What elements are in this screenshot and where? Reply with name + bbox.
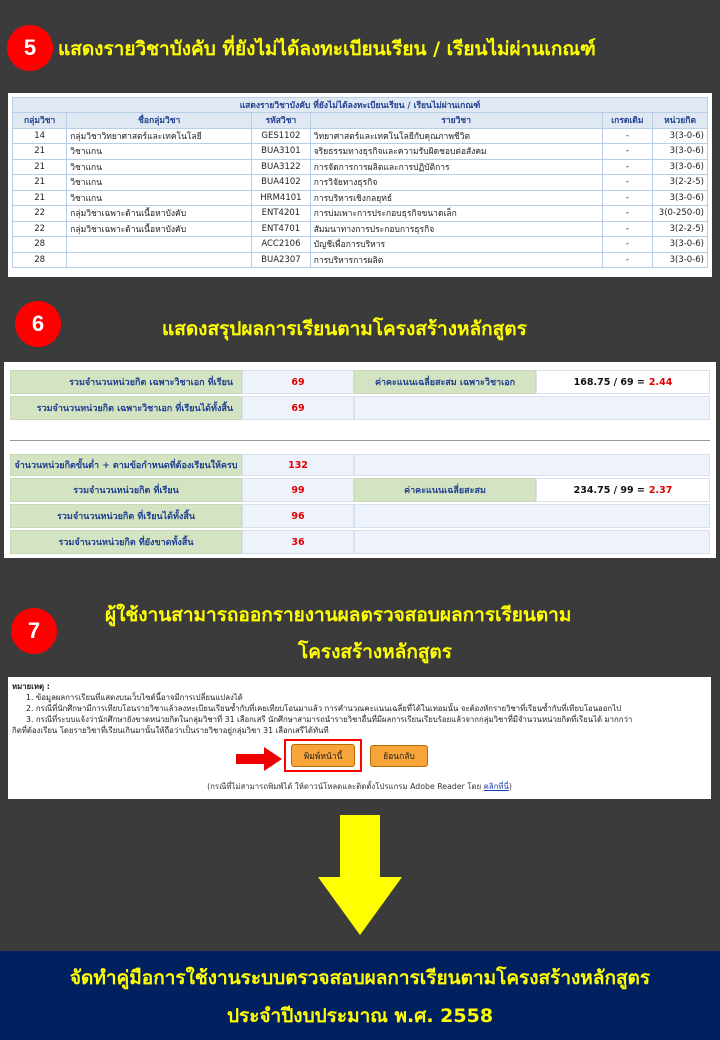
table-row (13, 237, 708, 253)
cell-grade: - (602, 190, 652, 206)
cell-course: บัญชีเพื่อการบริหาร (310, 237, 602, 253)
cell-group-name: กลุ่มวิชาเฉพาะด้านเนื้อหาบังคับ (67, 206, 252, 222)
note-2: 2. กรณีที่นักศึกษามีการเทียบโอนรายวิชาแล้วลงทะเบียนเรียนซ้ำกับที่เคยเทียบโอนมาแล้ว การคำนวณคะแนนเฉลี่ยที่ได้ในเทอมนั้น จะต้องหักรายวิชาที่เรียนซ้ำกับที่เทียบโอนออกไป (26, 704, 622, 713)
cell-code: HRM4101 (252, 190, 311, 206)
footer-line-2: ประจำปีงบประมาณ พ.ศ. 2558 (226, 1005, 494, 1027)
col-grade: เกรดเดิม (602, 113, 652, 129)
cell-course: จริยธรรมทางธุรกิจและความรับผิดชอบต่อสังคม (310, 144, 602, 160)
table-row (13, 190, 708, 206)
cell-credit: 3(3-0-6) (653, 252, 708, 268)
empty-cell (354, 454, 710, 476)
note-3-cont: กิตที่ต้องเรียน โดยรายวิชาที่เรียนเกินมานั้นให้ถือว่าเป็นรายวิชาอยู่กลุ่มวิชา 31 เลือกเสรีได้ทันที (12, 726, 329, 735)
cell-group-name: วิชาแกน (67, 190, 252, 206)
cell-grade: - (602, 159, 652, 175)
cell-code: ACC2106 (252, 237, 311, 253)
cell-group: 21 (13, 144, 67, 160)
col-group: กลุ่มวิชา (13, 113, 67, 129)
back-button[interactable]: ย้อนกลับ (370, 745, 428, 767)
cell-grade: - (602, 175, 652, 191)
major-gpa-formula: 168.75 / 69 = (573, 376, 645, 388)
step-7-badge: 7 (11, 608, 57, 654)
cell-grade: - (602, 206, 652, 222)
gpa-value: 2.37 (648, 484, 673, 496)
gpa-calc (536, 478, 710, 502)
down-arrow-icon (318, 815, 402, 935)
gpa-label: ค่าคะแนนเฉลี่ยสะสม (354, 478, 536, 502)
section-5-heading: แสดงรายวิชาบังคับ ที่ยังไม่ได้ลงทะเบียนเรียน / เรียนไม่ผ่านเกณฑ์ (58, 38, 596, 60)
cell-group: 28 (13, 237, 67, 253)
table-row (13, 175, 708, 191)
footer-banner (0, 951, 720, 1040)
cell-group-name: กลุ่มวิชาเฉพาะด้านเนื้อหาบังคับ (67, 221, 252, 237)
step-6-badge: 6 (15, 301, 61, 347)
table-row (13, 206, 708, 222)
table-row (13, 159, 708, 175)
cell-code: ENT4201 (252, 206, 311, 222)
section-7-heading-line2: โครงสร้างหลักสูตร (298, 641, 452, 663)
cell-group: 21 (13, 159, 67, 175)
total-credits-label: รวมจำนวนหน่วยกิต ที่เรียน (10, 478, 242, 502)
red-arrow-icon (236, 747, 282, 771)
col-group-name: ชื่อกลุ่มวิชา (67, 113, 252, 129)
cell-code: ENT4701 (252, 221, 311, 237)
summary-panel (4, 362, 716, 558)
cell-credit: 3(2-2-5) (653, 221, 708, 237)
table-caption: แสดงรายวิชาบังคับ ที่ยังไม่ได้ลงทะเบียนเรียน / เรียนไม่ผ่านเกณฑ์ (13, 98, 708, 113)
col-course: รายวิชา (310, 113, 602, 129)
cell-group-name: วิชาแกน (67, 175, 252, 191)
cell-grade: - (602, 237, 652, 253)
adobe-text: (กรณีที่ไม่สามารถพิมพ์ได้ ให้ดาวน์โหลดและติดตั้งโปรแกรม Adobe Reader โดย (207, 782, 482, 791)
cell-group: 21 (13, 175, 67, 191)
section-7-heading-line1: ผู้ใช้งานสามารถออกรายงานผลตรวจสอบผลการเรียนตาม (105, 604, 572, 626)
major-credits-label: รวมจำนวนหน่วยกิต เฉพาะวิชาเอก ที่เรียน (10, 370, 242, 394)
cell-grade: - (602, 221, 652, 237)
cell-grade: - (602, 252, 652, 268)
footer-line-1: จัดทำคู่มือการใช้งานระบบตรวจสอบผลการเรียนตามโครงสร้างหลักสูตร (69, 967, 651, 989)
adobe-close: ) (508, 782, 512, 791)
divider (10, 440, 710, 441)
major-gpa-value: 2.44 (648, 376, 673, 388)
gpa-formula: 234.75 / 99 = (573, 484, 645, 496)
cell-code: BUA3101 (252, 144, 311, 160)
cell-credit: 3(3-0-6) (653, 128, 708, 144)
passed-credits-label: รวมจำนวนหน่วยกิต ที่เรียนได้ทั้งสิ้น (10, 504, 242, 528)
report-panel (8, 677, 711, 799)
section-6-heading: แสดงสรุปผลการเรียนตามโครงสร้างหลักสูตร (162, 318, 527, 340)
cell-course: การบริหารการผลิต (310, 252, 602, 268)
cell-group-name: วิชาแกน (67, 144, 252, 160)
note-title: หมายเหตุ : (12, 682, 50, 691)
empty-cell (354, 504, 710, 528)
table-row (13, 128, 708, 144)
adobe-link[interactable]: คลิกที่นี่ (483, 782, 509, 791)
cell-course: การวิจัยทางธุรกิจ (310, 175, 602, 191)
table-row (13, 221, 708, 237)
cell-group: 28 (13, 252, 67, 268)
cell-credit: 3(3-0-6) (653, 190, 708, 206)
required-courses-panel (8, 93, 712, 277)
table-row (13, 144, 708, 160)
cell-code: BUA3122 (252, 159, 311, 175)
cell-course: การจัดการการผลิตและการปฏิบัติการ (310, 159, 602, 175)
missing-credits-label: รวมจำนวนหน่วยกิต ที่ยังขาดทั้งสิ้น (10, 530, 242, 554)
cell-group-name (67, 237, 252, 253)
major-credits-value: 69 (242, 370, 354, 394)
cell-credit: 3(3-0-6) (653, 159, 708, 175)
cell-course: สัมมนาทางการประกอบการธุรกิจ (310, 221, 602, 237)
col-credit: หน่วยกิต (653, 113, 708, 129)
major-gpa-label: ค่าคะแนนเฉลี่ยสะสม เฉพาะวิชาเอก (354, 370, 536, 394)
cell-credit: 3(3-0-6) (653, 237, 708, 253)
col-code: รหัสวิชา (252, 113, 311, 129)
cell-group: 22 (13, 221, 67, 237)
required-courses-table (12, 97, 708, 268)
missing-credits-value: 36 (242, 530, 354, 554)
cell-code: BUA4102 (252, 175, 311, 191)
note-1: 1. ข้อมูลผลการเรียนที่แสดงบนเว็บไซต์นี้อาจมีการเปลี่ยนแปลงได้ (26, 693, 243, 702)
cell-grade: - (602, 128, 652, 144)
cell-code: BUA2307 (252, 252, 311, 268)
adobe-note (8, 781, 711, 793)
table-header (13, 113, 708, 129)
cell-course: วิทยาศาสตร์และเทคโนโลยีกับคุณภาพชีวิต (310, 128, 602, 144)
cell-credit: 3(3-0-6) (653, 144, 708, 160)
cell-group: 14 (13, 128, 67, 144)
empty-cell (354, 396, 710, 420)
cell-credit: 3(2-2-5) (653, 175, 708, 191)
table-row (13, 252, 708, 268)
cell-group: 22 (13, 206, 67, 222)
print-page-button[interactable]: พิมพ์หน้านี้ (291, 744, 355, 767)
major-gpa-calc (536, 370, 710, 394)
cell-code: GES1102 (252, 128, 311, 144)
major-passed-label: รวมจำนวนหน่วยกิต เฉพาะวิชาเอก ที่เรียนได้ทั้งสิ้น (10, 396, 242, 420)
cell-course: การบ่มเพาะการประกอบธุรกิจขนาดเล็ก (310, 206, 602, 222)
cell-group-name (67, 252, 252, 268)
min-credits-label: จำนวนหน่วยกิตขั้นต่ำ + ตามข้อกำหนดที่ต้องเรียนให้ครบ (10, 454, 242, 476)
empty-cell (354, 530, 710, 554)
cell-grade: - (602, 144, 652, 160)
cell-group: 21 (13, 190, 67, 206)
passed-credits-value: 96 (242, 504, 354, 528)
cell-credit: 3(0-250-0) (653, 206, 708, 222)
cell-group-name: วิชาแกน (67, 159, 252, 175)
cell-course: การบริหารเชิงกลยุทธ์ (310, 190, 602, 206)
note-3: 3. กรณีที่ระบบแจ้งว่านักศึกษายังขาดหน่วยกิตในกลุ่มวิชาที่ 31 เลือกเสรี นักศึกษาสามารถนำรายวิชาอื่นที่มีผลการเรียนเรียบร้อยแล้วจากกลุ่มวิชาที่มีจำนวนหน่วยกิตที่เรียนได้ มากกว่า (26, 715, 633, 724)
min-credits-value: 132 (242, 454, 354, 476)
total-credits-value: 99 (242, 478, 354, 502)
step-5-badge: 5 (7, 25, 53, 71)
major-passed-value: 69 (242, 396, 354, 420)
cell-group-name: กลุ่มวิชาวิทยาศาสตร์และเทคโนโลยี (67, 128, 252, 144)
